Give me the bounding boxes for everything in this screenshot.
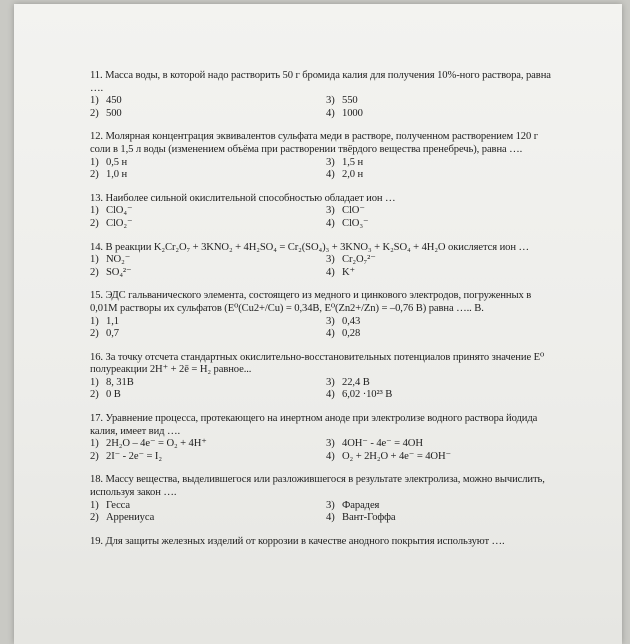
question-18 [90, 474, 560, 524]
answer-option [326, 157, 560, 170]
answer-option [326, 500, 560, 513]
question-number: 15. [90, 290, 103, 302]
answer-option [326, 316, 560, 329]
option-number: 1) [90, 156, 99, 168]
option-number: 2) [90, 107, 99, 119]
answer-option [326, 328, 560, 341]
answer-option [326, 451, 560, 464]
answer-options [90, 500, 560, 525]
option-number: 3) [326, 499, 335, 511]
answer-option [90, 108, 326, 121]
option-text: 0,43 [342, 315, 361, 327]
option-number: 3) [326, 254, 335, 266]
question-14 [90, 242, 560, 280]
answer-option [90, 205, 326, 218]
answer-option [90, 438, 326, 451]
answer-option [90, 451, 326, 464]
question-text [90, 290, 560, 315]
answer-options [90, 254, 560, 279]
question-15 [90, 290, 560, 340]
question-body: Уравнение процесса, протекающего на инертном аноде при электролизе водного раствора йодида калия, имеет вид …. [90, 413, 538, 437]
answer-option [326, 438, 560, 451]
answer-option [90, 389, 326, 402]
answer-option [326, 205, 560, 218]
option-text: 2H₂O – 4e⁻ = O₂ + 4H⁺ [106, 438, 207, 450]
option-text: SO₄²⁻ [106, 266, 132, 278]
option-text: 0 В [106, 389, 121, 401]
option-number: 2) [90, 389, 99, 401]
paper-sheet [14, 4, 622, 644]
question-number: 11. [90, 70, 103, 81]
question-number: 16. [90, 351, 103, 363]
option-number: 2) [90, 266, 99, 278]
option-number: 3) [326, 95, 335, 107]
question-text [90, 131, 560, 156]
option-number: 4) [326, 328, 335, 340]
option-text: 500 [106, 107, 122, 119]
option-text: 0,28 [342, 328, 361, 340]
option-text: ClO⁻ [342, 205, 365, 217]
option-number: 4) [326, 107, 335, 119]
option-number: 3) [326, 315, 335, 327]
option-text: 1,1 [106, 315, 119, 327]
option-text: 8, 31В [106, 376, 134, 388]
option-number: 2) [90, 512, 99, 524]
option-number: 2) [90, 217, 99, 229]
answer-options [90, 316, 560, 341]
question-number: 12. [90, 131, 103, 143]
question-body: За точку отсчета стандартных окислительно-восстановительных потенциалов принято значение E⁰ полуреакции 2H⁺ + 2ē = H₂ равное... [90, 351, 545, 376]
option-number: 1) [90, 95, 99, 107]
option-text: ClO₂⁻ [106, 217, 133, 229]
answer-option [326, 95, 560, 108]
option-text: ClO₄⁻ [106, 205, 133, 217]
answer-option [90, 157, 326, 170]
answer-option [326, 377, 560, 390]
answer-option [90, 267, 326, 280]
option-number: 2) [90, 328, 99, 340]
answer-option [326, 389, 560, 402]
answer-option [90, 218, 326, 231]
option-number: 4) [326, 389, 335, 401]
option-number: 1) [90, 315, 99, 327]
option-text: 2,0 н [342, 169, 364, 181]
answer-option [90, 169, 326, 182]
option-number: 1) [90, 438, 99, 450]
answer-option [90, 377, 326, 390]
option-number: 4) [326, 450, 335, 462]
question-13 [90, 193, 560, 231]
question-text [90, 474, 560, 499]
question-body: Молярная концентрация эквивалентов сульфата меди в растворе, полученном растворением 120 г соли в 1,5 л воды (изменением объёма при растворении твёрдого вещества пренебречь), равна …. [90, 131, 538, 155]
answer-option [326, 254, 560, 267]
option-text: 2I⁻ - 2e⁻ = I₂ [106, 450, 162, 462]
answer-options [90, 438, 560, 463]
question-body: Масса воды, в которой надо растворить 50 г бромида калия для получения 10%-ного раствора, равна …. [90, 70, 551, 94]
option-number: 3) [326, 438, 335, 450]
option-text: 1,5 н [342, 156, 364, 168]
option-text: 1,0 н [106, 169, 128, 181]
option-number: 2) [90, 450, 99, 462]
option-text: 22,4 В [342, 376, 370, 388]
option-text: Фарадея [342, 499, 380, 511]
question-text [90, 536, 560, 549]
question-number: 18. [90, 474, 103, 486]
option-text: 0,5 н [106, 156, 128, 168]
option-text: NO₂⁻ [106, 254, 131, 266]
option-text: 0,7 [106, 328, 119, 340]
option-text: 6,02 ·10²³ В [342, 389, 393, 401]
question-19 [90, 536, 560, 549]
question-number: 14. [90, 241, 103, 253]
question-text [90, 413, 560, 438]
option-number: 4) [326, 169, 335, 181]
answer-options [90, 205, 560, 230]
answer-option [326, 267, 560, 280]
option-text: Гесса [106, 499, 131, 511]
question-12 [90, 131, 560, 181]
option-text: 450 [106, 95, 122, 107]
question-text [90, 242, 560, 255]
option-text: Вант-Гоффа [342, 512, 396, 524]
answer-options [90, 95, 560, 120]
option-text: Cr₂O₇²⁻ [342, 254, 376, 266]
answer-options [90, 377, 560, 402]
option-number: 3) [326, 376, 335, 388]
answer-option [326, 512, 560, 525]
answer-option [90, 500, 326, 513]
answer-options [90, 157, 560, 182]
option-number: 3) [326, 156, 335, 168]
question-number: 13. [90, 192, 103, 204]
option-text: 4OH⁻ - 4e⁻ = 4OH [342, 438, 423, 450]
option-number: 4) [326, 266, 335, 278]
answer-option [90, 95, 326, 108]
question-text [90, 70, 560, 95]
option-text: ClO₃⁻ [342, 217, 369, 229]
option-text: Аррениуса [106, 512, 155, 524]
question-16 [90, 352, 560, 402]
question-text [90, 352, 560, 377]
question-number: 19. [90, 535, 103, 547]
answer-option [90, 316, 326, 329]
answer-option [326, 169, 560, 182]
question-body: Для защиты железных изделий от коррозии в качестве анодного покрытия используют …. [105, 535, 505, 547]
option-number: 1) [90, 205, 99, 217]
option-number: 3) [326, 205, 335, 217]
option-number: 4) [326, 217, 335, 229]
question-list [90, 70, 560, 559]
answer-option [90, 254, 326, 267]
option-text: 550 [342, 95, 358, 107]
option-text: K⁺ [342, 266, 356, 278]
option-text: 1000 [342, 107, 363, 119]
question-number: 17. [90, 413, 103, 425]
question-body: ЭДС гальванического элемента, состоящего из медного и цинкового электродов, погруженных в 0,01М растворы их сульфатов (E⁰(Cu2+/Cu) = 0,34В, E⁰(Zn2+/Zn) = –0,76 В) равна ….. В. [90, 290, 532, 314]
answer-option [326, 218, 560, 231]
option-text: O₂ + 2H₂O + 4e⁻ = 4OH⁻ [342, 450, 452, 462]
question-body: В реакции K₂Cr₂O₇ + 3KNO₂ + 4H₂SO₄ = Cr₂(SO₄)₃ + 3KNO₃ + K₂SO₄ + 4H₂O окисляется ион … [105, 241, 529, 253]
answer-option [90, 512, 326, 525]
option-number: 4) [326, 512, 335, 524]
answer-option [326, 108, 560, 121]
question-body: Наиболее сильной окислительной способностью обладает ион … [105, 192, 396, 204]
option-number: 1) [90, 376, 99, 388]
option-number: 2) [90, 169, 99, 181]
question-body: Массу вещества, выделившегося или разложившегося в результате электролиза, можно вычислить, используя закон …. [90, 474, 545, 499]
question-17 [90, 413, 560, 463]
option-number: 1) [90, 499, 99, 511]
option-number: 1) [90, 254, 99, 266]
question-11 [90, 70, 560, 120]
answer-option [90, 328, 326, 341]
question-text [90, 193, 560, 206]
